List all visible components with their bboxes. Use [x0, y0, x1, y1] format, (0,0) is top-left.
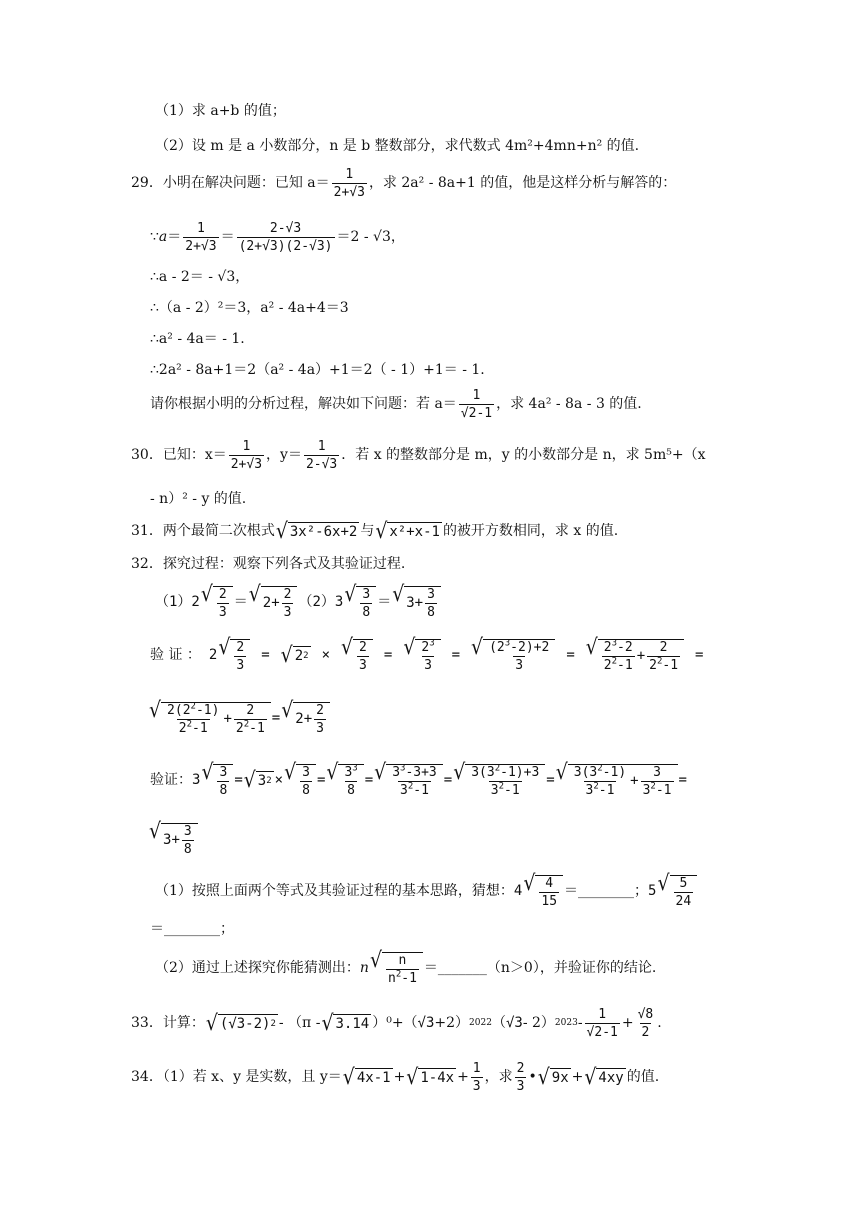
q32-part2-prefix: （2）通过上述探究你能猜测出： — [155, 960, 360, 976]
q34: 34．（1）若 x、y 是实数，且 y＝ √ 4x-1 + √ 1-4x + $\frac{1}{3}$ ，求 $\frac{2}{3}$ • √ 9x + √ 4xy 的值. — [131, 1060, 660, 1094]
q33-part-d: +2） — [434, 1015, 470, 1031]
q29-step-4-text: ∴2a² - 8a+1＝2（a² - 4a）+1＝2（ - 1）+1＝ - 1. — [150, 362, 485, 378]
q29-step-4 — [150, 363, 485, 377]
q29-step-2 — [150, 301, 349, 315]
q30-y-label: ，y＝ — [266, 447, 302, 463]
q29-step-3 — [150, 332, 245, 346]
q31-and: 与 — [360, 523, 375, 539]
q31-suffix: 的被开方数相同，求 x 的值. — [442, 523, 619, 539]
q32-part2-suffix: ＝_______（n＞0），并验证你的结论. — [423, 960, 657, 976]
q28-part2-text: （2）设 m 是 a 小数部分，n 是 b 整数部分，求代数式 4m²+4mn+n² 的值. — [155, 138, 640, 154]
q28-part1-text: （1）求 a+b 的值； — [155, 103, 286, 119]
q32-part1-cont — [150, 922, 234, 936]
q29-stem-prefix: 29．小明在解决问题：已知 a＝ — [131, 175, 330, 191]
q32-verify-2: 验证： 3 √ $\frac{3}{8}$ = √ 3 2 × √ $\frac{3}{8}$ = √ $\frac{3^3}{8}$ = √ $\frac{3^3-3+3}{3^2-1}$ = √ $\frac{3(3^2-1)+3}{3^2-1}$ = √ $\frac{3(3^2-1)}{3^2-1}$ + $\frac{3}{3^2-1}$ = — [150, 758, 687, 798]
q34-suffix: 的值. — [626, 1069, 660, 1085]
q31-radical-1: √ 3x²-6x+2 — [275, 517, 358, 544]
q32-ex2-lhs: √ $\frac{3}{8}$ — [344, 586, 376, 619]
q32-part1-blank-2: ＝________； — [150, 921, 234, 937]
q30-prefix: 30．已知：x＝ — [131, 447, 227, 463]
q32-title — [131, 557, 405, 571]
q32-part2: （2）通过上述探究你能猜测出： n √ $\frac{n}{n^2-1}$ ＝_______（n＞0），并验证你的结论. — [155, 946, 657, 986]
q33: 33．计算： √ (√3-2) 2 - （π - √ 3.14 ）⁰+（ √3 +2） 2022 （ √3 - 2） 2023 - $\frac{1}{√2-1}$ + $\frac{√8}{2}$ . — [131, 1006, 662, 1040]
q29-task-prefix: 请你根据小明的分析过程，解决如下问题：若 a＝ — [150, 396, 457, 412]
q33-prefix: 33．计算： — [131, 1015, 205, 1031]
q29-stem-suffix: ，求 2a² - 8a+1 的值，他是这样分析与解答的： — [368, 175, 677, 191]
q33-part-b: - （π - — [278, 1015, 321, 1031]
q32-ex1-rhs: √ 2+ $\frac{2}{3}$ — [249, 586, 298, 619]
q29-task-fraction: $\frac{1}{√2-1}$ — [460, 387, 493, 421]
q34-mid: ，求 — [484, 1069, 513, 1085]
q31-prefix: 31．两个最简二次根式 — [131, 523, 275, 539]
q29-step-3-text: ∴a² - 4a＝ - 1. — [150, 331, 245, 347]
q29-task-suffix: ，求 4a² - 8a - 3 的值. — [496, 396, 642, 412]
q29-a-fraction: $\frac{1}{2+√3}$ — [333, 166, 365, 200]
q28-part2 — [155, 139, 639, 153]
q30-stem — [131, 437, 705, 473]
q29-step-0: ∵a＝ $\frac{1}{2+√3}$ ＝ $\frac{2-√3}{(2+√3)(2-√3)}$ ＝2 - √3， — [150, 220, 405, 254]
q32-part1: （1）按照上面两个等式及其验证过程的基本思路，猜想： 4 √ $\frac{4}{15}$ ＝________； 5 √ $\frac{5}{24}$ — [155, 870, 698, 912]
q33-part-c: ）⁰+（ — [372, 1015, 418, 1031]
q29-frac-1: $\frac{1}{2+√3}$ — [185, 220, 217, 254]
q30-mid: ．若 x 的整数部分是 m，y 的小数部分是 n，求 5m⁵+（x — [341, 447, 706, 463]
q28-part1 — [155, 104, 286, 118]
q32-ex1-lhs: √ $\frac{2}{3}$ — [201, 586, 233, 619]
q30-x-fraction: $\frac{1}{2+√3}$ — [230, 438, 263, 472]
q32-title-text: 32．探究过程：观察下列各式及其验证过程. — [131, 556, 406, 572]
q30-suffix: - n）² - y 的值. — [150, 491, 247, 507]
q32-verify2-label: 验证： — [150, 772, 192, 788]
q32-verify-label: 验 证 ： — [150, 647, 201, 663]
q29-frac-2: $\frac{2-√3}{(2+√3)(2-√3)}$ — [238, 220, 333, 254]
q32-ex2-rhs: √ 3+ $\frac{3}{8}$ — [392, 586, 441, 619]
q29-step-1-text: ∴a - 2＝ - √3， — [150, 269, 250, 285]
q29-step-1 — [150, 270, 249, 284]
q29-task — [150, 386, 642, 422]
q31 — [131, 518, 618, 544]
q32-verify-1: 验 证 ： 2 √ $\frac{2}{3}$ = √ 2 2 × √ $\frac{2}{3}$ = √ $\frac{2^3}{3}$ = √ $\frac{(2^3-2)+2}{3}$ = √ $\frac{2^3-2}{2^2-1}$ + $\frac{2}{2^2-1}$ = — [150, 633, 704, 673]
q32-examples: （1）2 √ $\frac{2}{3}$ ＝ √ 2+ $\frac{2}{3}$ （2）3 √ $\frac{3}{8}$ ＝ √ 3+ $\frac{3}{8}$ — [155, 583, 442, 621]
q34-prefix: 34．（1）若 x、y 是实数，且 y＝ — [131, 1069, 342, 1085]
q30-cont — [150, 492, 246, 506]
q33-part-f: （ — [491, 1015, 506, 1031]
q32-part1-prefix: （1）按照上面两个等式及其验证过程的基本思路，猜想： — [155, 883, 514, 899]
q32-part1-blank-1: ＝________； — [564, 883, 649, 899]
q30-y-fraction: $\frac{1}{2-√3}$ — [305, 438, 338, 472]
q32-verify-1-cont: √ $\frac{2(2^2-1)}{2^2-1}$ + $\frac{2}{2^2-1}$ = √ 2+ $\frac{2}{3}$ — [148, 694, 331, 742]
q29-stem — [131, 166, 676, 200]
q33-part-g: - 2） — [522, 1015, 555, 1031]
q31-radical-2: √ x²+x-1 — [375, 517, 440, 544]
q32-verify-2-cont: √ 3+ $\frac{3}{8}$ — [148, 818, 199, 860]
q29-step-2-text: ∴（a - 2）²＝3，a² - 4a+4＝3 — [150, 300, 349, 316]
